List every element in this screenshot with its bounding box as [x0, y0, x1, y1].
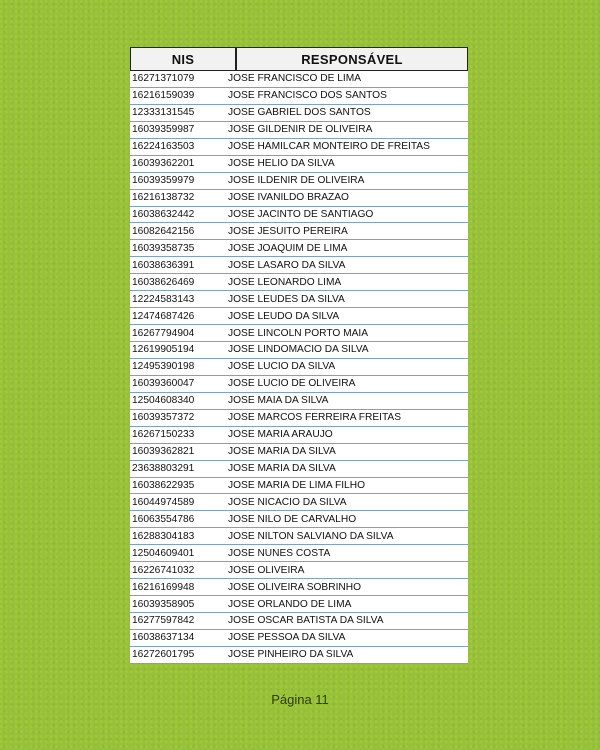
table-row: [130, 359, 468, 376]
table-row: [130, 376, 468, 393]
cell-nis: 16224163503: [132, 141, 195, 153]
table-row: [130, 122, 468, 139]
cell-responsavel: JOSE LASARO DA SILVA: [228, 259, 346, 271]
cell-responsavel: JOSE NUNES COSTA: [228, 547, 331, 559]
cell-nis: 16082642156: [132, 225, 195, 237]
table-row: [130, 156, 468, 173]
cell-nis: 12504608340: [132, 395, 195, 407]
table-row: [130, 308, 468, 325]
cell-responsavel: JOSE HAMILCAR MONTEIRO DE FREITAS: [228, 141, 430, 153]
table-row: [130, 630, 468, 647]
cell-responsavel: JOSE FRANCISCO DE LIMA: [228, 73, 362, 85]
cell-responsavel: JOSE LEUDO DA SILVA: [228, 310, 340, 322]
cell-nis: 16271371079: [132, 73, 195, 85]
cell-nis: 16039359987: [132, 124, 195, 136]
cell-responsavel: JOSE LUCIO DE OLIVEIRA: [228, 378, 356, 390]
table-row: [130, 274, 468, 291]
table-row: [130, 223, 468, 240]
cell-nis: 12224583143: [132, 293, 195, 305]
table-row: [130, 173, 468, 190]
cell-nis: 16216159039: [132, 90, 195, 102]
table-row: [130, 410, 468, 427]
cell-responsavel: JOSE ORLANDO DE LIMA: [228, 598, 352, 610]
cell-nis: 16063554786: [132, 513, 195, 525]
cell-nis: 16039360047: [132, 378, 195, 390]
table-row: [130, 528, 468, 545]
table-row: [130, 427, 468, 444]
cell-nis: 16267794904: [132, 327, 195, 339]
cell-responsavel: JOSE MARCOS FERREIRA FREITAS: [228, 412, 402, 424]
cell-responsavel: JOSE MAIA DA SILVA: [228, 395, 329, 407]
table-row: [130, 342, 468, 359]
cell-nis: 16216138732: [132, 192, 195, 204]
cell-responsavel: JOSE ILDENIR DE OLIVEIRA: [228, 175, 365, 187]
table-row: [130, 596, 468, 613]
table-row: [130, 207, 468, 224]
table-body: [130, 71, 468, 664]
cell-responsavel: JOSE LEUDES DA SILVA: [228, 293, 345, 305]
table-row: [130, 545, 468, 562]
table-row: [130, 562, 468, 579]
cell-nis: 16038636391: [132, 259, 195, 271]
cell-nis: 12474687426: [132, 310, 195, 322]
table-row: [130, 240, 468, 257]
cell-responsavel: JOSE LINDOMACIO DA SILVA: [228, 344, 369, 356]
cell-responsavel: JOSE IVANILDO BRAZAO: [228, 192, 349, 204]
cell-responsavel: JOSE MARIA DE LIMA FILHO: [228, 479, 365, 491]
cell-responsavel: JOSE JESUITO PEREIRA: [228, 225, 348, 237]
cell-responsavel: JOSE MARIA DA SILVA: [228, 463, 336, 475]
table-row: [130, 139, 468, 156]
cell-nis: 16288304183: [132, 530, 195, 542]
table-row: [130, 88, 468, 105]
table-row: [130, 494, 468, 511]
table-row: [130, 444, 468, 461]
cell-responsavel: JOSE OLIVEIRA: [228, 564, 305, 576]
cell-nis: 16039359979: [132, 175, 195, 187]
table-row: [130, 647, 468, 664]
cell-nis: 16267150233: [132, 429, 195, 441]
cell-responsavel: JOSE FRANCISCO DOS SANTOS: [228, 90, 387, 102]
beneficiary-table: [130, 47, 468, 664]
table-row: [130, 478, 468, 495]
cell-responsavel: JOSE NILTON SALVIANO DA SILVA: [228, 530, 394, 542]
header-responsavel: RESPONSÁVEL: [301, 51, 403, 67]
cell-responsavel: JOSE PINHEIRO DA SILVA: [228, 649, 354, 661]
cell-nis: 16277597842: [132, 615, 195, 627]
cell-nis: 16039362821: [132, 446, 195, 458]
cell-responsavel: JOSE PESSOA DA SILVA: [228, 632, 346, 644]
cell-nis: 23638803291: [132, 463, 195, 475]
cell-responsavel: JOSE LINCOLN PORTO MAIA: [228, 327, 369, 339]
cell-responsavel: JOSE LUCIO DA SILVA: [228, 361, 336, 373]
table-row: [130, 579, 468, 596]
table-row: [130, 71, 468, 88]
table-header: [130, 47, 468, 71]
table-row: [130, 105, 468, 122]
page-number: Página 11: [271, 692, 329, 707]
table-row: [130, 291, 468, 308]
table-row: [130, 613, 468, 630]
table-row: [130, 511, 468, 528]
table-row: [130, 257, 468, 274]
cell-responsavel: JOSE GILDENIR DE OLIVEIRA: [228, 124, 373, 136]
cell-nis: 12333131545: [132, 107, 195, 119]
header-nis: NIS: [131, 48, 237, 70]
cell-nis: 16272601795: [132, 649, 195, 661]
cell-nis: 16039358735: [132, 242, 195, 254]
cell-nis: 12619905194: [132, 344, 195, 356]
cell-responsavel: JOSE LEONARDO LIMA: [228, 276, 342, 288]
cell-nis: 12495390198: [132, 361, 195, 373]
cell-nis: 16216169948: [132, 581, 195, 593]
cell-nis: 16226741032: [132, 564, 195, 576]
cell-nis: 16038637134: [132, 632, 195, 644]
cell-nis: 16038622935: [132, 479, 195, 491]
table-row: [130, 393, 468, 410]
cell-responsavel: JOSE MARIA DA SILVA: [228, 446, 336, 458]
cell-responsavel: JOSE GABRIEL DOS SANTOS: [228, 107, 371, 119]
cell-nis: 16038626469: [132, 276, 195, 288]
cell-responsavel: JOSE NICACIO DA SILVA: [228, 496, 347, 508]
cell-nis: 16039362201: [132, 158, 195, 170]
cell-responsavel: JOSE OSCAR BATISTA DA SILVA: [228, 615, 384, 627]
cell-nis: 16038632442: [132, 208, 195, 220]
cell-responsavel: JOSE HELIO DA SILVA: [228, 158, 335, 170]
table-row: [130, 325, 468, 342]
cell-nis: 16039357372: [132, 412, 195, 424]
table-row: [130, 461, 468, 478]
cell-responsavel: JOSE JACINTO DE SANTIAGO: [228, 208, 374, 220]
cell-responsavel: JOSE NILO DE CARVALHO: [228, 513, 357, 525]
cell-responsavel: JOSE MARIA ARAUJO: [228, 429, 333, 441]
cell-nis: 16039358905: [132, 598, 195, 610]
table-row: [130, 190, 468, 207]
cell-nis: 16044974589: [132, 496, 195, 508]
cell-responsavel: JOSE OLIVEIRA SOBRINHO: [228, 581, 362, 593]
cell-nis: 12504609401: [132, 547, 195, 559]
cell-responsavel: JOSE JOAQUIM DE LIMA: [228, 242, 348, 254]
